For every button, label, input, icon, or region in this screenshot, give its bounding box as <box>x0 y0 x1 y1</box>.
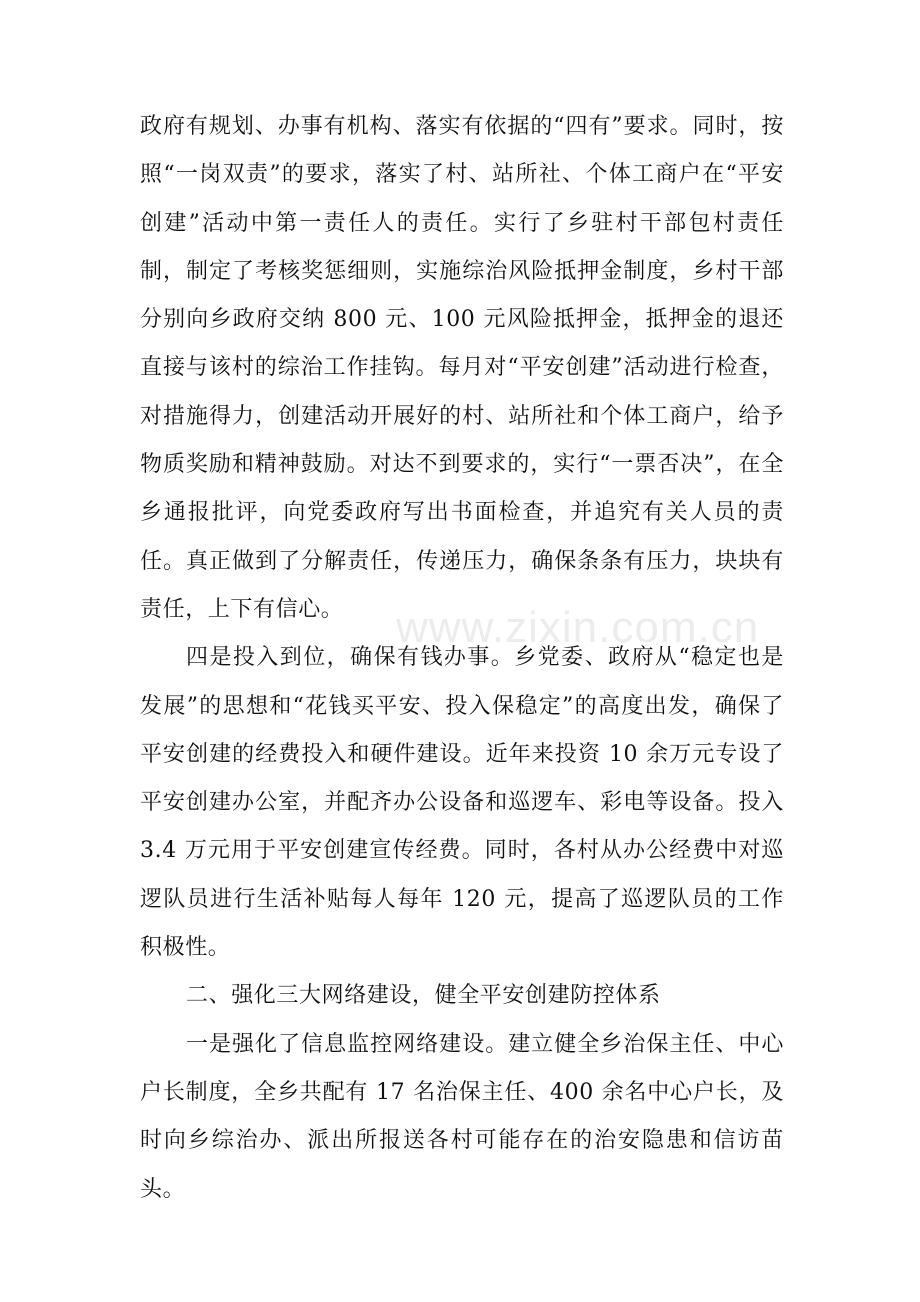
paragraph-monitoring-network: 一是强化了信息监控网络建设。建立健全乡治保主任、中心户长制度，全乡共配有 17 名治保主任、400 余名中心户长，及时向乡综治办、派出所报送各村可能存在的治安隐患和信访苗头。 <box>140 1031 784 1202</box>
paragraph-funding: 四是投入到位，确保有钱办事。乡党委、政府从“稳定也是发展”的思想和“花钱买平安、投入保稳定”的高度出发，确保了平安创建的经费投入和硬件建设。近年来投资 10 余万元专设了平安创建办公室，并配齐办公设备和巡逻车、彩电等设备。投入 3.4 万元用于平安创建宣传经费。同时，各村从办公经费中对巡逻队员进行生活补贴每人每年 120 元，提高了巡逻队员的工作积极性。 <box>140 645 784 961</box>
document-body <box>140 103 784 1214</box>
section-heading: 二、强化三大网络建设，健全平安创建防控体系 <box>186 983 661 1009</box>
paragraph-responsibility: 政府有规划、办事有机构、落实有依据的“四有”要求。同时，按照“一岗双责”的要求，落实了村、站所社、个体工商户在“平安创建”活动中第一责任人的责任。实行了乡驻村干部包村责任制，制定了考核奖惩细则，实施综治风险抵押金制度，乡村干部分别向乡政府交纳 800 元、100 元风险抵押金，抵押金的退还直接与该村的综治工作挂钩。每月对“平安创建”活动进行检查，对措施得力，创建活动开展好的村、站所社和个体工商户，给予物质奖励和精神鼓励。对达不到要求的，实行“一票否决”，在全乡通报批评，向党委政府写出书面检查，并追究有关人员的责任。真正做到了分解责任，传递压力，确保条条有压力，块块有责任，上下有信心。 <box>140 114 784 622</box>
watermark: www.zixin.com.cn <box>396 603 760 652</box>
